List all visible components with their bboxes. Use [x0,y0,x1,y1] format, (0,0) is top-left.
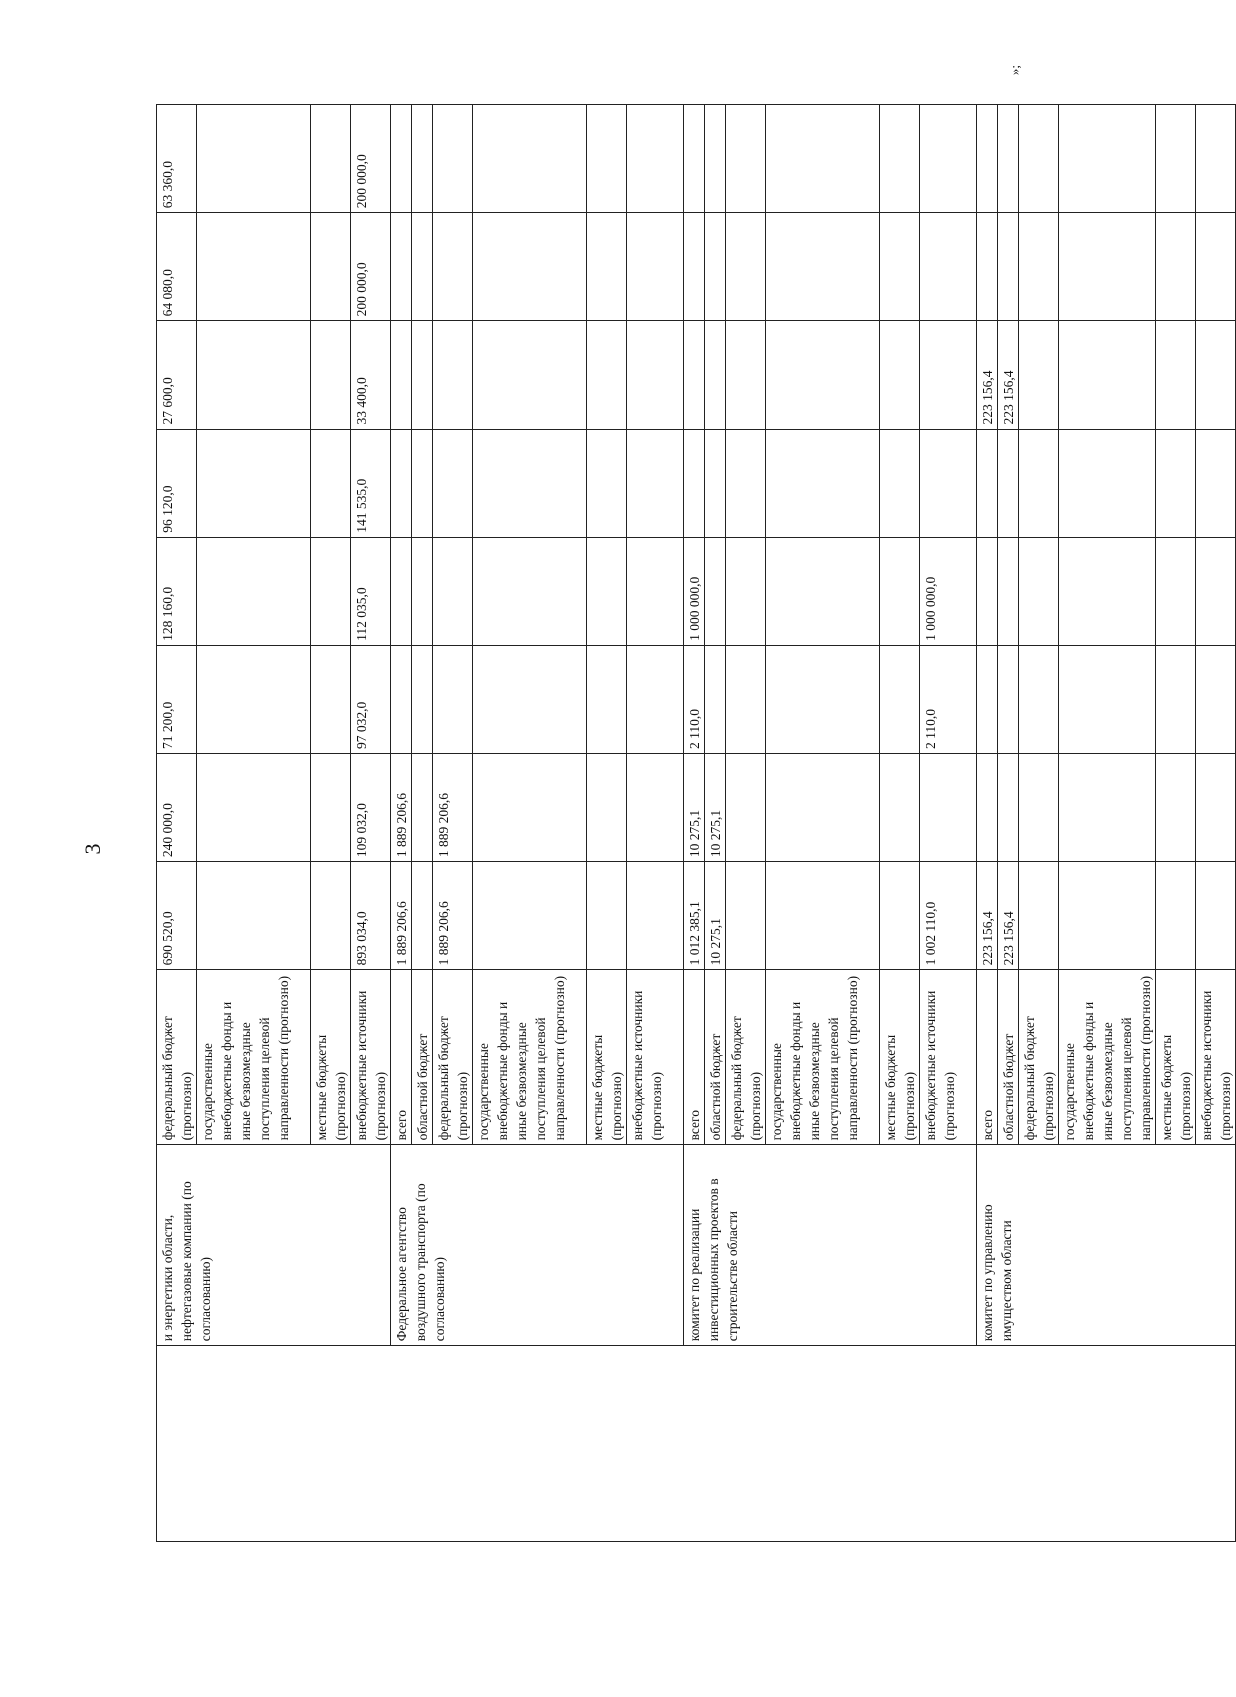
amount-cell [1059,321,1156,429]
amount-cell: 240 000,0 [157,754,197,862]
amount-cell [1019,537,1059,645]
amount-cell: 141 535,0 [351,429,391,537]
amount-cell [433,213,473,321]
amount-cell [197,429,311,537]
amount-cell [412,213,433,321]
amount-cell [1196,105,1236,213]
amount-cell: 200 000,0 [351,213,391,321]
funding-source-cell: внебюджетные источники (прогнозно) [1196,970,1236,1145]
amount-cell [391,645,412,753]
amount-cell: 1 000 000,0 [684,537,705,645]
amount-cell: 112 035,0 [351,537,391,645]
amount-cell [977,754,998,862]
amount-cell: 71 200,0 [157,645,197,753]
funding-source-cell: государственные внебюджетные фонды и иные безвозмездные поступления целевой направленности (прогнозно) [197,970,311,1145]
amount-cell [705,429,726,537]
amount-cell [1156,213,1196,321]
amount-cell [705,321,726,429]
amount-cell: 1 889 206,6 [433,862,473,970]
amount-cell: 1 012 385,1 [684,862,705,970]
amount-cell [726,105,766,213]
amount-cell: 2 110,0 [920,645,977,753]
funding-source-cell: внебюджетные источники (прогнозно) [627,970,684,1145]
amount-cell: 27 600,0 [157,321,197,429]
amount-cell: 893 034,0 [351,862,391,970]
amount-cell [627,537,684,645]
budget-table [156,104,1236,1542]
amount-cell [391,213,412,321]
amount-cell [766,862,880,970]
amount-cell [726,754,766,862]
amount-cell [684,429,705,537]
amount-cell: 33 400,0 [351,321,391,429]
amount-cell: 1 889 206,6 [391,754,412,862]
amount-cell [977,213,998,321]
funding-source-cell: местные бюджеты (прогнозно) [1156,970,1196,1145]
amount-cell [998,645,1019,753]
amount-cell [1156,645,1196,753]
amount-cell [880,213,920,321]
amount-cell [311,105,351,213]
amount-cell [880,645,920,753]
amount-cell [627,213,684,321]
amount-cell: 10 275,1 [705,754,726,862]
amount-cell: 223 156,4 [998,862,1019,970]
amount-cell [726,429,766,537]
amount-cell: 1 889 206,6 [391,862,412,970]
amount-cell [726,537,766,645]
amount-cell [1059,429,1156,537]
amount-cell [880,429,920,537]
amount-cell [587,321,627,429]
amount-cell [1156,321,1196,429]
blank-column-cell [157,1346,1236,1542]
amount-cell [1196,754,1236,862]
amount-cell [627,754,684,862]
amount-cell [998,105,1019,213]
funding-source-cell: всего [391,970,412,1145]
amount-cell [1019,862,1059,970]
amount-cell [433,429,473,537]
amount-cell [977,645,998,753]
amount-cell [880,321,920,429]
amount-cell [880,537,920,645]
amount-cell [587,429,627,537]
amount-cell [197,321,311,429]
amount-cell [587,645,627,753]
amount-cell [766,754,880,862]
amount-cell [684,321,705,429]
amount-cell [977,537,998,645]
amount-cell [627,321,684,429]
amount-cell [311,213,351,321]
amount-cell [1196,429,1236,537]
funding-source-cell: областной бюджет [412,970,433,1145]
amount-cell [1156,105,1196,213]
amount-cell [1196,321,1236,429]
amount-cell: 1 000 000,0 [920,537,977,645]
funding-source-cell: всего [684,970,705,1145]
amount-cell [920,213,977,321]
amount-cell [433,321,473,429]
funding-source-cell: внебюджетные источники (прогнозно) [351,970,391,1145]
amount-cell [1019,429,1059,537]
amount-cell [1059,537,1156,645]
funding-source-cell: местные бюджеты (прогнозно) [587,970,627,1145]
amount-cell [998,537,1019,645]
amount-cell [473,754,587,862]
amount-cell [473,429,587,537]
table-row [684,105,705,1542]
amount-cell [197,537,311,645]
amount-cell [880,862,920,970]
rotated-table-container [156,104,1233,1542]
executor-cell: и энергетики области, нефтегазовые компании (по согласованию) [157,1145,391,1346]
amount-cell [1059,213,1156,321]
amount-cell [627,862,684,970]
funding-source-cell: областной бюджет [998,970,1019,1145]
amount-cell [311,645,351,753]
amount-cell [473,321,587,429]
amount-cell [1019,645,1059,753]
amount-cell [473,862,587,970]
amount-cell [627,429,684,537]
budget-table-body [157,105,1236,1542]
funding-source-cell: областной бюджет [705,970,726,1145]
amount-cell [705,105,726,213]
amount-cell: 223 156,4 [977,862,998,970]
funding-source-cell: федеральный бюджет (прогнозно) [1019,970,1059,1145]
table-row [977,105,998,1542]
amount-cell: 1 889 206,6 [433,754,473,862]
amount-cell [726,321,766,429]
amount-cell: 690 520,0 [157,862,197,970]
amount-cell [1059,645,1156,753]
amount-cell [587,754,627,862]
amount-cell: 128 160,0 [157,537,197,645]
executor-cell: комитет по управлению имуществом области [977,1145,1236,1346]
amount-cell [412,645,433,753]
amount-cell [1196,862,1236,970]
amount-cell [705,213,726,321]
amount-cell [412,429,433,537]
amount-cell [433,645,473,753]
amount-cell [311,321,351,429]
amount-cell [766,321,880,429]
funding-source-cell: федеральный бюджет (прогнозно) [157,970,197,1145]
amount-cell [726,645,766,753]
amount-cell [391,537,412,645]
amount-cell [977,429,998,537]
amount-cell [920,754,977,862]
amount-cell [1019,321,1059,429]
amount-cell [412,105,433,213]
amount-cell: 63 360,0 [157,105,197,213]
amount-cell [766,645,880,753]
amount-cell: 96 120,0 [157,429,197,537]
amount-cell [1156,537,1196,645]
amount-cell [197,213,311,321]
page-number: 3 [80,843,105,855]
amount-cell [311,537,351,645]
amount-cell [705,537,726,645]
amount-cell [197,105,311,213]
amount-cell [473,645,587,753]
executor-cell: комитет по реализации инвестиционных проектов в строительстве области [684,1145,977,1346]
amount-cell [1196,645,1236,753]
amount-cell [920,105,977,213]
amount-cell [1156,754,1196,862]
amount-cell [412,321,433,429]
amount-cell [587,105,627,213]
funding-source-cell: федеральный бюджет (прогнозно) [433,970,473,1145]
amount-cell: 109 032,0 [351,754,391,862]
amount-cell [726,213,766,321]
funding-source-cell: государственные внебюджетные фонды и иные безвозмездные поступления целевой направленности (прогнозно) [766,970,880,1145]
amount-cell: 64 080,0 [157,213,197,321]
executor-cell: Федеральное агентство воздушного транспорта (по согласованию) [391,1145,684,1346]
amount-cell [766,429,880,537]
amount-cell [766,105,880,213]
funding-source-cell: местные бюджеты (прогнозно) [880,970,920,1145]
amount-cell [197,862,311,970]
funding-source-cell: федеральный бюджет (прогнозно) [726,970,766,1145]
amount-cell [766,213,880,321]
amount-cell [1156,862,1196,970]
amount-cell [311,429,351,537]
amount-cell [627,105,684,213]
funding-source-cell: внебюджетные источники (прогнозно) [920,970,977,1145]
amount-cell [587,537,627,645]
amount-cell [1059,754,1156,862]
amount-cell [1059,105,1156,213]
amount-cell [587,862,627,970]
amount-cell [1059,862,1156,970]
amount-cell [1156,429,1196,537]
amount-cell: 97 032,0 [351,645,391,753]
amount-cell [1196,537,1236,645]
amount-cell [391,429,412,537]
amount-cell [412,754,433,862]
amount-cell [684,213,705,321]
amount-cell [977,105,998,213]
amount-cell [473,105,587,213]
amount-cell [880,105,920,213]
amount-cell: 223 156,4 [998,321,1019,429]
amount-cell [766,537,880,645]
amount-cell [473,537,587,645]
amount-cell [627,645,684,753]
amount-cell [412,862,433,970]
amount-cell [311,862,351,970]
amount-cell [311,754,351,862]
funding-source-cell: всего [977,970,998,1145]
amount-cell [726,862,766,970]
amount-cell [391,321,412,429]
amount-cell [412,537,433,645]
amount-cell: 1 002 110,0 [920,862,977,970]
amount-cell [920,429,977,537]
amount-cell [1019,105,1059,213]
amount-cell [684,105,705,213]
amount-cell [197,645,311,753]
amount-cell [998,429,1019,537]
amount-cell [998,754,1019,862]
amount-cell: 10 275,1 [684,754,705,862]
table-row [157,105,197,1542]
amount-cell [473,213,587,321]
funding-source-cell: местные бюджеты (прогнозно) [311,970,351,1145]
amount-cell [587,213,627,321]
funding-source-cell: государственные внебюджетные фонды и иные безвозмездные поступления целевой направленности (прогнозно) [473,970,587,1145]
amount-cell: 200 000,0 [351,105,391,213]
amount-cell [1019,754,1059,862]
amount-cell [920,321,977,429]
amount-cell [433,105,473,213]
amount-cell [1019,213,1059,321]
closing-quote-mark: »; [1007,64,1023,76]
amount-cell [880,754,920,862]
amount-cell [197,754,311,862]
amount-cell [998,213,1019,321]
amount-cell [705,645,726,753]
amount-cell [1196,213,1236,321]
amount-cell: 223 156,4 [977,321,998,429]
amount-cell: 10 275,1 [705,862,726,970]
amount-cell [391,105,412,213]
amount-cell: 2 110,0 [684,645,705,753]
amount-cell [433,537,473,645]
table-row [391,105,412,1542]
funding-source-cell: государственные внебюджетные фонды и иные безвозмездные поступления целевой направленности (прогнозно) [1059,970,1156,1145]
